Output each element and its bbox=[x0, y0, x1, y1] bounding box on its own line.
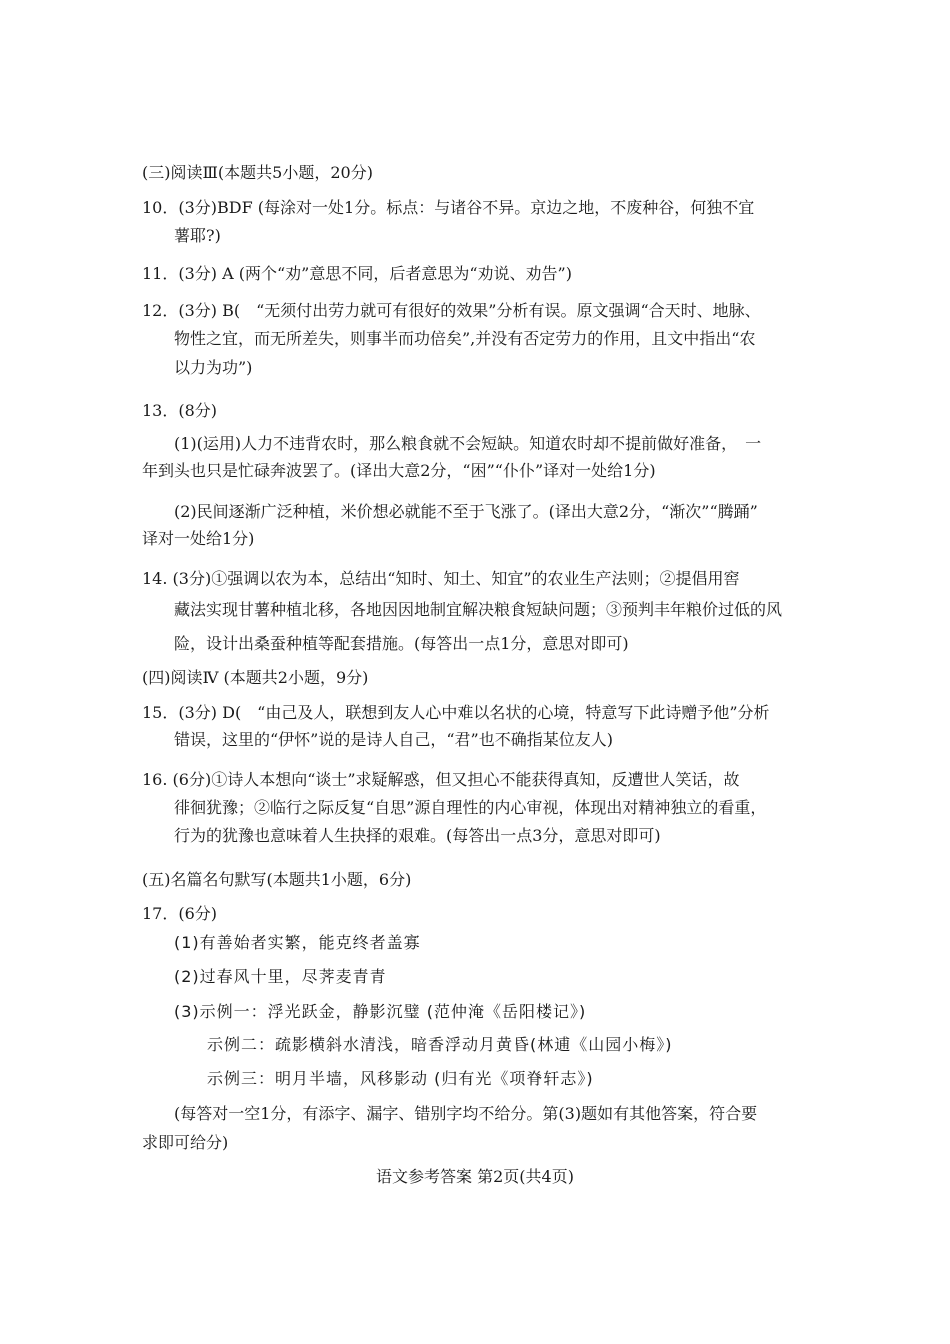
q17-line-1: 17．(6分) bbox=[142, 904, 218, 923]
q16-line-3: 行为的犹豫也意味着人生抉择的艰难。(每答出一点3分，意思对即可) bbox=[174, 826, 661, 845]
q17-answer-3-example-1: (3)示例一：浮光跃金，静影沉璧 (范仲淹《岳阳楼记》) bbox=[174, 1002, 587, 1021]
q14-line-3: 险，设计出桑蚕种植等配套措施。(每答出一点1分，意思对即可) bbox=[174, 634, 629, 653]
q12-line-1: 12．(3分) B( “无须付出劳力就可有很好的效果”分析有误。原文强调“合天时、地脉、 bbox=[142, 301, 761, 320]
q17-answer-2: (2)过春风十里，尽荠麦青青 bbox=[174, 967, 387, 986]
q15-line-1: 15．(3分) D( “由己及人，联想到友人心中难以名状的心境，特意写下此诗赠予他”分析 bbox=[142, 703, 770, 722]
section-5-header: (五)名篇名句默写(本题共1小题，6分) bbox=[142, 870, 412, 889]
q17-answer-3-example-2: 示例二：疏影横斜水清浅，暗香浮动月黄昏(林逋《山园小梅》) bbox=[207, 1035, 673, 1054]
q12-line-3: 以力为功”) bbox=[174, 358, 253, 377]
q17-answer-1: (1)有善始者实繁，能克终者盖寡 bbox=[174, 933, 421, 952]
q13-part1-line-2: 年到头也只是忙碌奔波罢了。(译出大意2分，“困”“仆仆”译对一处给1分) bbox=[142, 461, 656, 480]
q17-scoring-note-line-2: 求即可给分) bbox=[142, 1133, 229, 1152]
q12-line-2: 物性之宜，而无所差失，则事半而功倍矣”,并没有否定劳力的作用，且文中指出“农 bbox=[174, 329, 756, 348]
page-footer: 语文参考答案 第2页(共4页) bbox=[376, 1167, 574, 1186]
q17-scoring-note-line-1: (每答对一空1分，有添字、漏字、错别字均不给分。第(3)题如有其他答案，符合要 bbox=[174, 1104, 758, 1123]
section-4-header: (四)阅读Ⅳ (本题共2小题，9分) bbox=[142, 668, 369, 687]
q17-answer-3-example-3: 示例三：明月半墙，风移影动 (归有光《项脊轩志》) bbox=[207, 1069, 594, 1088]
q15-line-2: 错误，这里的“伊怀”说的是诗人自己，“君”也不确指某位友人) bbox=[174, 730, 613, 749]
q13-part2-line-2: 译对一处给1分) bbox=[142, 529, 255, 548]
q14-line-1: 14. (3分)①强调以农为本，总结出“知时、知土、知宜”的农业生产法则；②提倡用窖 bbox=[142, 569, 740, 588]
q11-line-1: 11．(3分) A (两个“劝”意思不同，后者意思为“劝说、劝告”) bbox=[142, 264, 572, 283]
q16-line-2: 徘徊犹豫；②临行之际反复“自思”源自理性的内心审视，体现出对精神独立的看重， bbox=[174, 798, 767, 817]
q13-part1-line-1: (1)(运用)人力不违背农时，那么粮食就不会短缺。知道农时却不提前做好准备， 一 bbox=[174, 434, 762, 453]
section-3-header: (三)阅读Ⅲ(本题共5小题，20分) bbox=[142, 163, 373, 182]
q13-part2-line-1: (2)民间逐渐广泛种植，米价想必就能不至于飞涨了。(译出大意2分，“渐次”“腾踊” bbox=[174, 502, 758, 521]
q16-line-1: 16. (6分)①诗人本想向“谈士”求疑解惑，但又担心不能获得真知，反遭世人笑话，故 bbox=[142, 770, 740, 789]
q10-line-2: 薯耶?) bbox=[174, 226, 221, 245]
q14-line-2: 藏法实现甘薯种植北移，各地因因地制宜解决粮食短缺问题；③预判丰年粮价过低的风 bbox=[174, 600, 783, 619]
q10-line-1: 10．(3分)BDF (每涂对一处1分。标点：与诸谷不异。京边之地，不废种谷，何独不宜 bbox=[142, 198, 755, 217]
q13-line-1: 13．(8分) bbox=[142, 401, 218, 420]
